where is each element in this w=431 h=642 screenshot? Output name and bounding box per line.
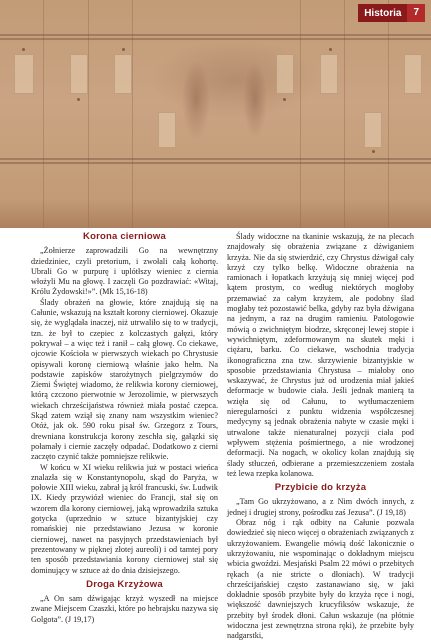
- paragraph: Ślady obrażeń na głowie, które znajdują się na Całunie, wskazują na kształt korony cierniowej. Okazuje się, że wyglądała inaczej, niż utrwaliło się to w tradycji, tzn. że był to czepiec z kolczastych gałęzi, który pokrywał – a więc też i ranił – całą głowę. Co ciekawe, ojcowie Kościoła w pierwszych wiekach po Chrystusie opisywali koronę cierniową właśnie jako hełm. Na podstawie zapisków starożytnych pielgrzymów do Ziemi Świętej wiadomo, że relikwia korony cierniowej, którą czczono pierwotnie w Jerozolimie, w pierwszych wiekach chrześcijaństwa również miała postać czepca. Skąd zatem wziął się znany nam wszystkim wieniec? Otóż, jak ok. 590 roku pisał św. Grzegorz z Tours, drewniana konstrukcja korony zeschła się, gałązki się połamały i ciernie zaczęły odpadać. Dodatkowo z cierni zaczęto czynić także pomniejsze relikwie.: [31, 297, 218, 462]
- section-badge: [358, 4, 425, 22]
- article-column-right: [227, 232, 414, 642]
- paragraph: „A On sam dźwigając krzyż wyszedł na miejsce zwane Miejscem Czaszki, które po hebrajsku nazywa się Golgota”. (J 19,17): [31, 594, 218, 624]
- paragraph: „Tam Go ukrzyżowano, a z Nim dwóch innych, z jednej i drugiej strony, pośrodku zaś Jezusa”. (J 19,18): [227, 497, 414, 517]
- paragraph: Obraz nóg i rąk odbity na Całunie pozwala dowiedzieć się nieco więcej o obrażeniach związanych z ukrzyżowaniem. Ewangelie mówią dość lakonicznie o ukrzyżowaniu, nie wspominając o dokładnym miejscu wbicia gwoździ. Mesjański Psalm 22 mówi o przebitych rękach (a nie stricte o dłoniach). W tradycji chrześcijańskiej często zastanawiano się, w jaki dokładnie sposób przybite były do krzyża ręce i nogi, większość dawniejszych krucyfiksów wskazuje, że przebity był środek dłoni. Całun wskazuje (na płótnie widoczna jest zewnętrzna strona ręki), że przebite były nadgarstki,: [227, 518, 414, 641]
- section-heading: Przybicie do krzyża: [274, 482, 367, 494]
- article-column-left: [31, 232, 218, 625]
- section-label: Historia: [364, 7, 402, 19]
- section-heading: Droga Krzyżowa: [86, 578, 163, 590]
- paragraph: W końcu w XI wieku relikwia już w postaci wieńca znalazła się w Konstantynopolu, skąd do Paryża, w połowie XIII wieku, zabrał ją król francuski, św. Ludwik IX. Kiedy przywiózł wieniec do Francji, stał się on wzorem dla korony cierniowej, jaką wprowadziła sztuka gotycka (uprzednio w sztuce bizantyjskiej czy romańskiej nie przedstawiano Jezusa w koronie cierniowej, nawet na pasyjnych przedstawieniach był prezentowany w pięknej złotej aureoli) i od tamtej pory ten sposób przedstawiania korony cierniowej stał się dominujący w sztuce aż do dnia dzisiejszego.: [31, 462, 218, 575]
- paragraph: Ślady widoczne na tkaninie wskazują, że na plecach znajdowały się obrażenia związane z dźwiganiem krzyża. Nie da się stwierdzić, czy Chrystus dźwigał cały krzyż czy tylko belkę. Widoczne obrażenia na ramionach i łopatkach krzyżują się mniej więcej pod kątem prostym, co według niektórych mogłoby przemawiać za całym krzyżem, ale podobny ślad mogłaby też pozostawić belka, gdyby raz była dźwigana na jednym, a raz na drugim ramieniu. Patologowie mówią o zwichniętym biodrze, skręconej lewej stopie i wywichniętym, zdeformowanym na skutek męki i ciężaru, barku. Co ciekawe, wschodnia tradycja ikonograficzna zna tzw. skrzywienie bizantyjskie w sposobie przedstawiania Chrystusa – miałoby ono wskazywać, że Chrystus już od urodzenia miał jakieś deformacje w budowie ciała. Jeśli jednak manierą ta wzięła się od Całunu, to wytłumaczeniem nieregularności z punktu widzenia współczesnej medycyny są jednak obrażenia nabyte w czasie męki i utrwalone także nienaturalnej pozycji ciała pod wpływem stężenia pośmiertnego, a nie wrodzonej deformacji. Na nogach, w okolicy kolan znajdują się ślady stłuczeń, odbierane a przemieszczeniem została też lewa rzepka kolanowa.: [227, 232, 414, 478]
- shroud-body-image: [150, 40, 320, 120]
- shroud-photograph: [0, 0, 431, 228]
- section-heading: Korona cierniowa: [83, 231, 166, 242]
- paragraph: „Żołnierze zaprowadzili Go na wewnętrzny dziedziniec, czyli pretorium, i zwołali całą kohortę. Ubrali Go w purpurę i uplótłszy wieniec z ciernia włożyli Mu na głowę. I zaczęli Go pozdrawiać: «Witaj, Królu Żydowski!»”. (Mk 15,16-18): [31, 246, 218, 297]
- page-number: 7: [407, 4, 425, 22]
